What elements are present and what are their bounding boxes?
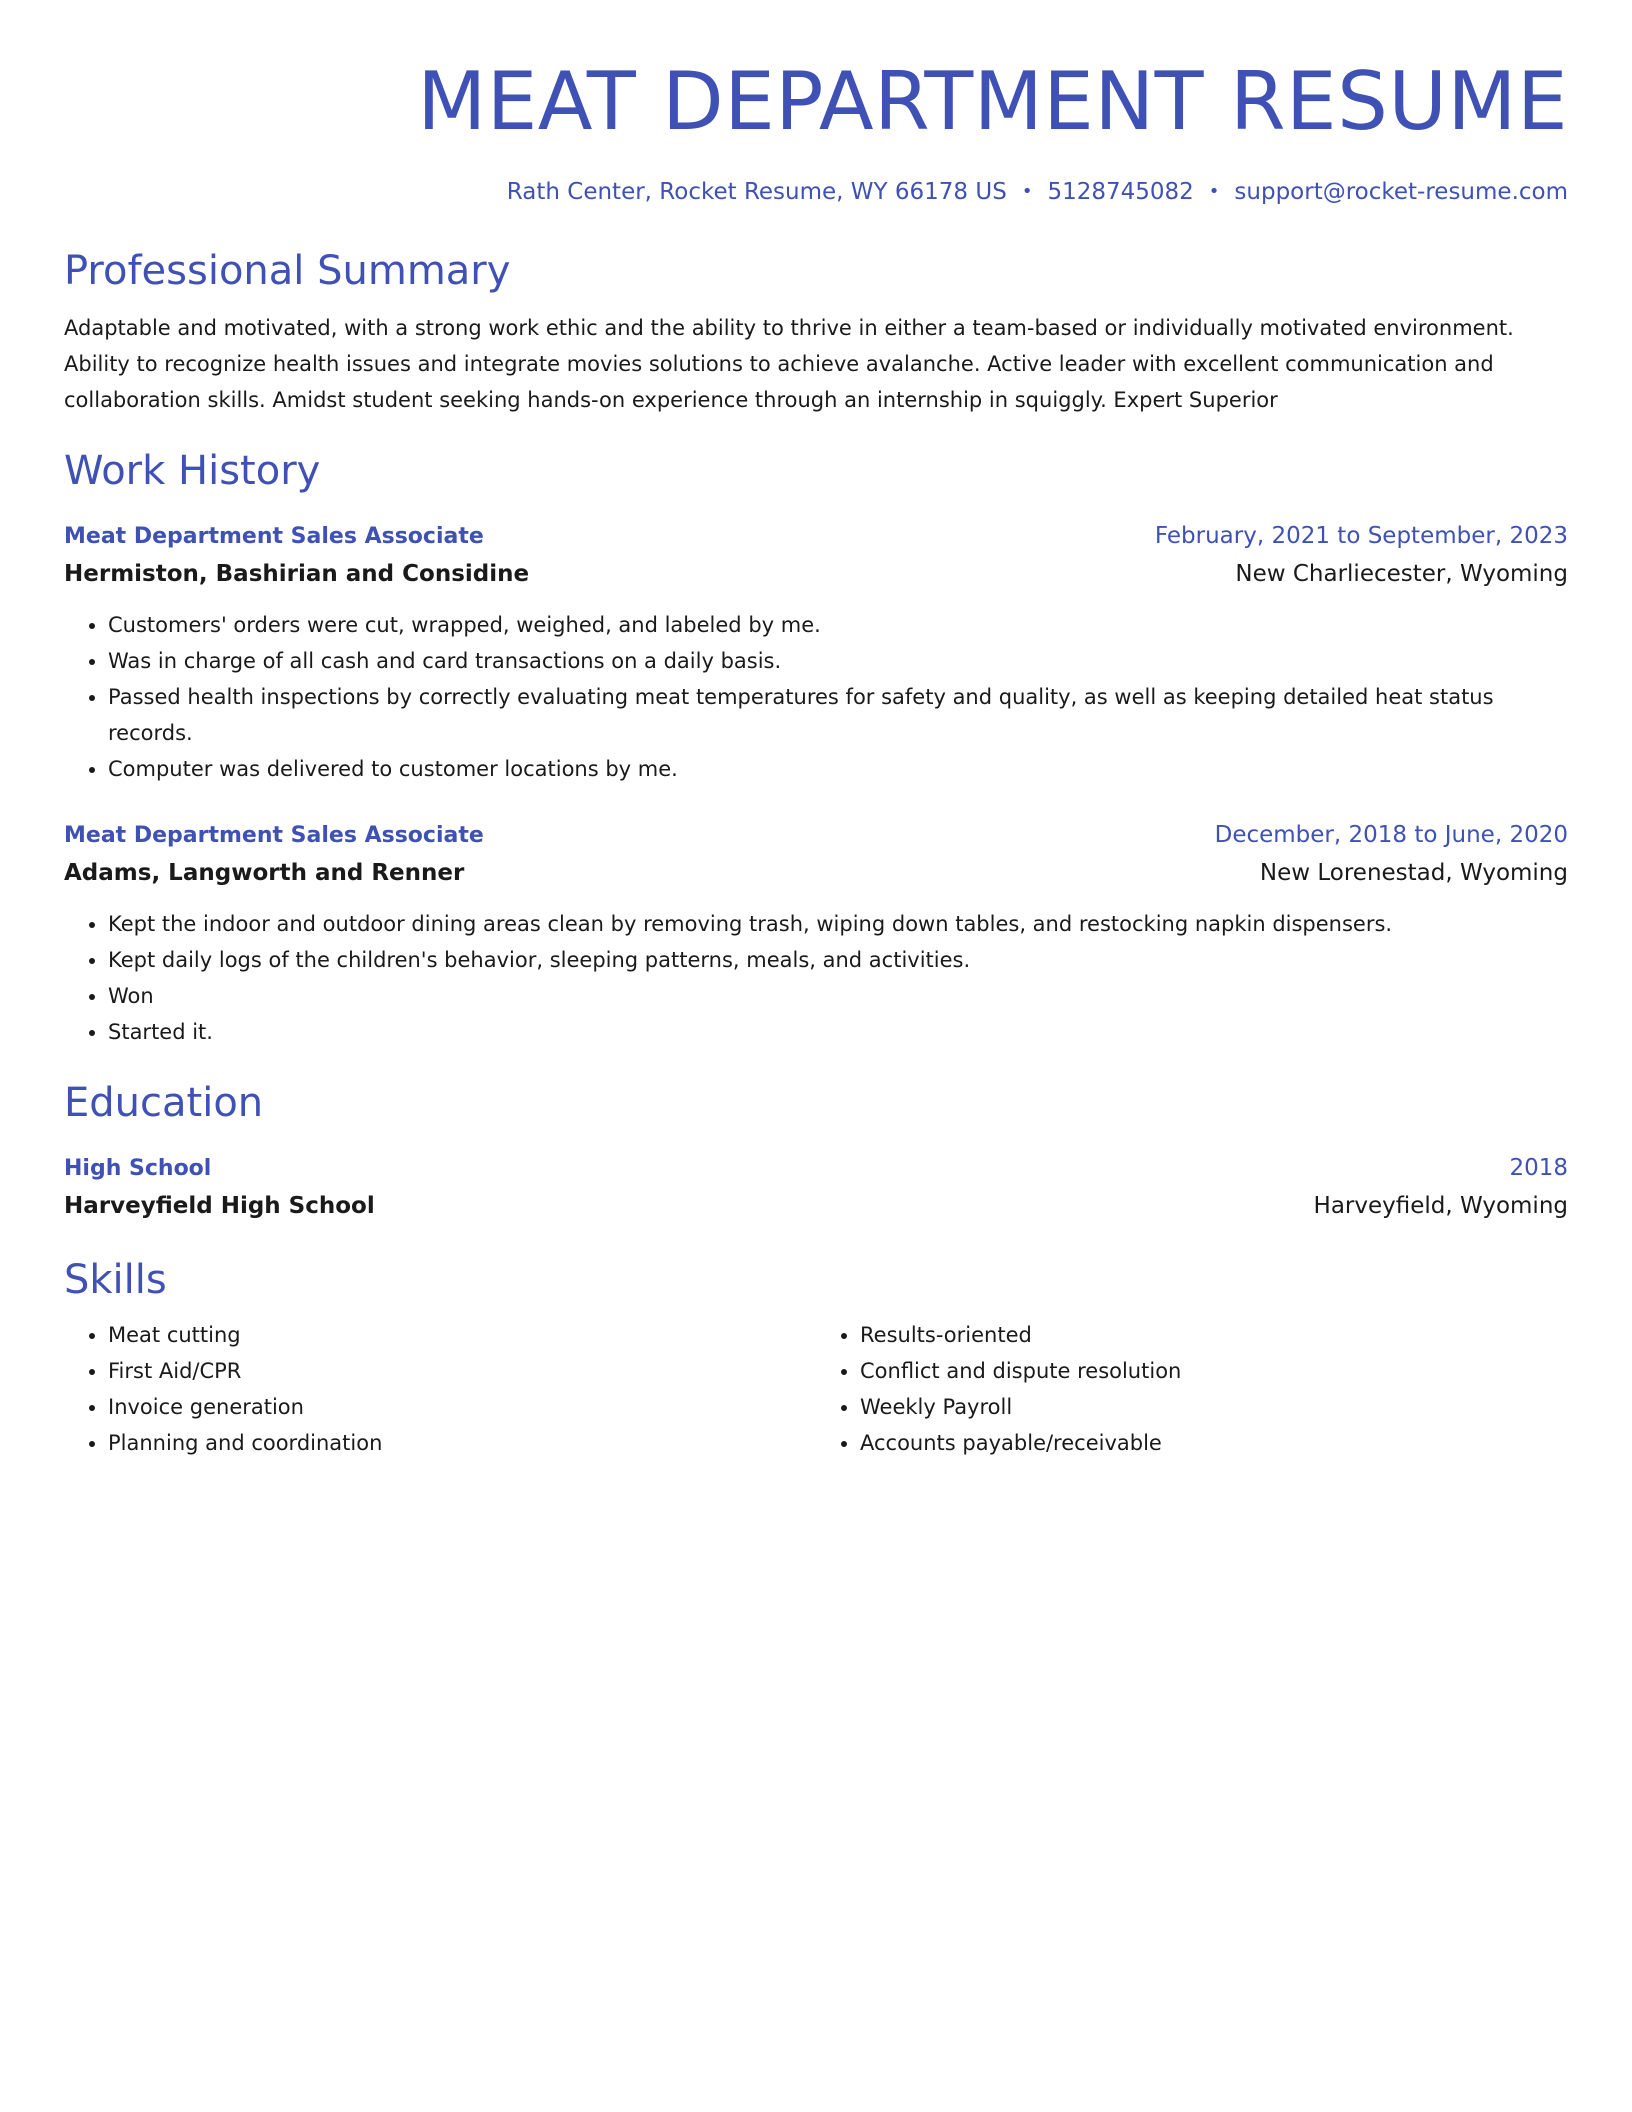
- education-entry: [64, 1150, 1568, 1225]
- job-bullet: • Customers' orders were cut, wrapped, weighed, and labeled by me.: [108, 607, 1568, 643]
- skill-item: • Accounts payable/receivable: [860, 1425, 1568, 1461]
- job-bullets: [64, 906, 1568, 1050]
- skill-item: • Weekly Payroll: [860, 1389, 1568, 1425]
- skills-section: [64, 1255, 1568, 1461]
- education-section: [64, 1078, 1568, 1225]
- education-school: Harveyfield High School: [64, 1193, 375, 1219]
- job-location: New Charliecester, Wyoming: [1235, 561, 1568, 587]
- job-company: Hermiston, Bashirian and Considine: [64, 561, 530, 587]
- summary-section: [64, 246, 1568, 418]
- summary-text: Adaptable and motivated, with a strong work ethic and the ability to thrive in either a team-based or individually motivated environment. Ability to recognize health issues and integrate movies solutions to achieve avalanche. Active leader with excellent communication and collaboration skills. Amidst student seeking hands-on experience through an internship in squiggly. Expert Superior: [64, 316, 1514, 412]
- skills-columns: [64, 1317, 1568, 1461]
- skill-item: • Planning and coordination: [108, 1425, 816, 1461]
- job-entry: [64, 817, 1568, 1050]
- work-history-heading: Work History: [64, 448, 321, 494]
- education-degree: High School: [64, 1156, 212, 1181]
- contact-separator: •: [1021, 181, 1033, 202]
- contact-phone: 5128745082: [1047, 179, 1194, 205]
- education-location: Harveyfield, Wyoming: [1313, 1193, 1568, 1219]
- job-location: New Lorenestad, Wyoming: [1259, 860, 1568, 886]
- contact-separator: •: [1208, 181, 1220, 202]
- job-bullet: • Was in charge of all cash and card transactions on a daily basis.: [108, 643, 1568, 679]
- summary-heading: Professional Summary: [64, 248, 511, 294]
- job-title: Meat Department Sales Associate: [64, 823, 484, 848]
- job-company: Adams, Langworth and Renner: [64, 860, 465, 886]
- skill-item: • Results-oriented: [860, 1317, 1568, 1353]
- job-title: Meat Department Sales Associate: [64, 524, 484, 549]
- work-history-section: [64, 446, 1568, 1050]
- contact-address: Rath Center, Rocket Resume, WY 66178 US: [506, 179, 1007, 205]
- skills-list-right: [816, 1317, 1568, 1461]
- skills-heading: Skills: [64, 1257, 167, 1303]
- resume-header: [64, 0, 1568, 208]
- job-dates: February, 2021 to September, 2023: [1154, 523, 1568, 549]
- contact-email: support@rocket-resume.com: [1234, 179, 1568, 205]
- job-bullet: • Kept the indoor and outdoor dining areas clean by removing trash, wiping down tables, and restocking napkin dispensers.: [108, 906, 1568, 942]
- skill-item: • Meat cutting: [108, 1317, 816, 1353]
- skill-item: • First Aid/CPR: [108, 1353, 816, 1389]
- resume-title: MEAT DEPARTMENT RESUME: [417, 55, 1568, 148]
- job-bullet: • Computer was delivered to customer locations by me.: [108, 751, 1568, 787]
- contact-line: [64, 176, 1568, 208]
- skill-item: • Invoice generation: [108, 1389, 816, 1425]
- job-bullet: • Started it.: [108, 1014, 1568, 1050]
- skill-item: • Conflict and dispute resolution: [860, 1353, 1568, 1389]
- job-bullet: • Passed health inspections by correctly evaluating meat temperatures for safety and quality, as well as keeping detailed heat status records.: [108, 679, 1568, 751]
- job-entry: [64, 518, 1568, 787]
- skills-list-left: [64, 1317, 816, 1461]
- job-bullet: • Kept daily logs of the children's behavior, sleeping patterns, meals, and activities.: [108, 942, 1568, 978]
- job-dates: December, 2018 to June, 2020: [1214, 822, 1568, 848]
- education-heading: Education: [64, 1080, 264, 1126]
- education-year: 2018: [1509, 1155, 1568, 1181]
- job-bullets: [64, 607, 1568, 787]
- job-bullet: • Won: [108, 978, 1568, 1014]
